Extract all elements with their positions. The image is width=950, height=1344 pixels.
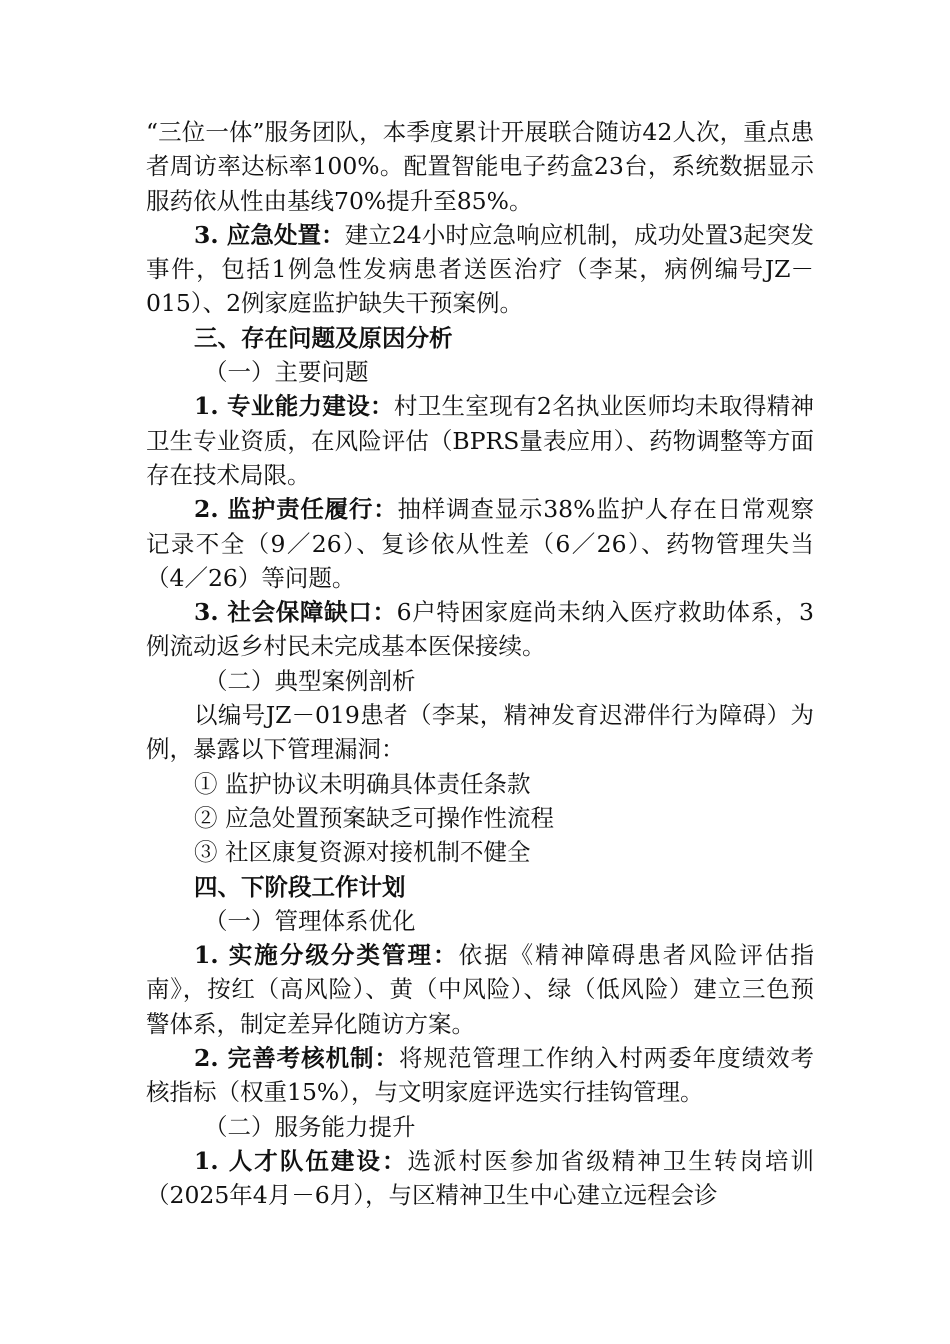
text-emergency-handling: 建立24小时应急响应机制，成功处置3起突发事件，包括1例急性发病患者送医治疗（李某，病例编号JZ－015）、2例家庭监护缺失干预案例。 [146,220,815,318]
label-assessment-mechanism: 2. 完善考核机制： [194,1044,399,1073]
subheading-service-capacity: （二）服务能力提升 [204,1112,416,1141]
list-item-rehab-resources: ③ 社区康复资源对接机制不健全 [194,838,531,867]
label-professional-capacity: 1. 专业能力建设： [194,392,394,421]
list-item-emergency-plan: ② 应急处置预案缺乏可操作性流程 [194,803,554,832]
label-tiered-management: 1. 实施分级分类管理： [194,941,459,970]
text-talent-building: 选派村医参加省级精神卫生转岗培训（2025年4月－6月），与区精神卫生中心建立远程会诊 [146,1146,815,1210]
paragraph-tiered-management [146,938,814,1041]
text-guardian-duty: 抽样调查显示38%监护人存在日常观察记录不全（9／26）、复诊依从性差（6／26）、药物管理失当（4／26）等问题。 [146,495,815,592]
document-body [146,115,814,1213]
paragraph-case-analysis: 以编号JZ－019患者（李某，精神发育迟滞伴行为障碍）为例，暴露以下管理漏洞： [146,701,814,764]
subheading-main-problems: （一）主要问题 [204,358,369,387]
paragraph-talent-building [146,1144,814,1213]
text-social-security: 6户特困家庭尚未纳入医疗救助体系，3例流动返乡村民未完成基本医保接续。 [146,598,815,661]
subheading-typical-case: （二）典型案例剖析 [204,666,416,695]
text-tiered-management: 依据《精神障碍患者风险评估指南》，按红（高风险）、黄（中风险）、绿（低风险）建立三色预警体系，制定差异化随访方案。 [146,941,815,1038]
paragraph-assessment-mechanism [146,1041,814,1110]
subheading-management-optimization: （一）管理体系优化 [204,906,416,935]
section-heading-problems: 三、存在问题及原因分析 [194,323,453,352]
list-item-guardian-agreement: ① 监护协议未明确具体责任条款 [194,769,531,798]
paragraph-emergency-handling [146,218,814,321]
paragraph-guardian-duty [146,492,814,595]
paragraph-professional-capacity [146,389,814,492]
text-professional-capacity: 村卫生室现有2名执业医师均未取得精神卫生专业资质，在风险评估（BPRS量表应用）、药物调整等方面存在技术局限。 [146,392,815,489]
section-heading-next-plan: 四、下阶段工作计划 [194,872,406,901]
paragraph-social-security [146,595,814,664]
text-assessment-mechanism: 将规范管理工作纳入村两委年度绩效考核指标（权重15%），与文明家庭评选实行挂钩管理。 [146,1044,815,1107]
paragraph-team-followup: “三位一体”服务团队，本季度累计开展联合随访42人次，重点患者周访率达标率100%。配置智能电子药盒23台，系统数据显示服药依从性由基线70%提升至85%。 [146,118,814,215]
label-emergency-handling: 3. 应急处置： [194,220,345,249]
label-guardian-duty: 2. 监护责任履行： [194,495,398,524]
label-talent-building: 1. 人才队伍建设： [194,1146,408,1175]
label-social-security: 3. 社会保障缺口： [194,598,397,627]
